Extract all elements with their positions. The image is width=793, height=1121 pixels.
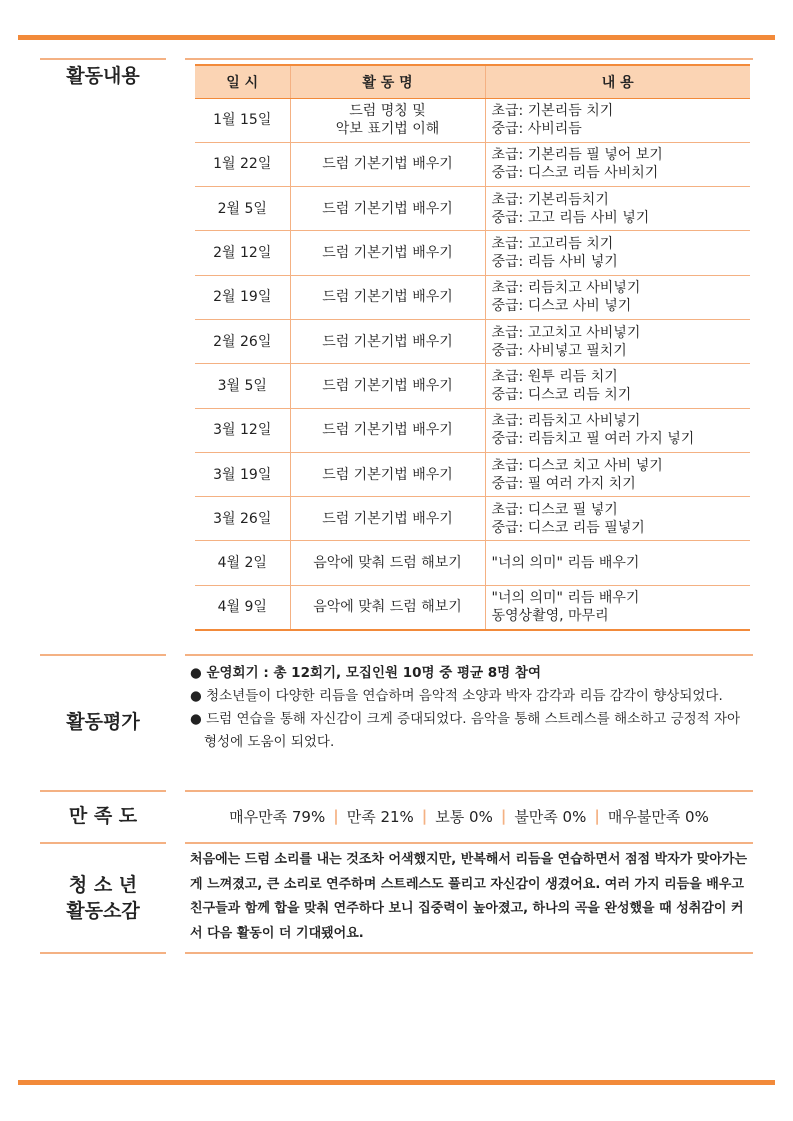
satisfaction-satisfied: 만족 21% — [346, 807, 414, 826]
content-line: 중급: 디스코 리듬 치기 — [491, 386, 632, 403]
cell-name: 드럼 기본기법 배우기 — [290, 319, 485, 363]
divider — [185, 58, 753, 60]
table-row — [195, 497, 750, 541]
content-line: "너의 의미" 리듬 배우기 — [491, 555, 640, 572]
cell-name: 드럼 기본기법 배우기 — [290, 275, 485, 319]
evaluation-list — [190, 662, 745, 754]
cell-content — [485, 364, 750, 408]
content-line: 중급: 필 여러 가지 치기 — [491, 475, 636, 492]
table-row — [195, 408, 750, 452]
content-line: 초급: 기본리듬 필 넣어 보기 — [491, 147, 663, 164]
cell-date: 1월 22일 — [195, 142, 290, 186]
divider — [40, 952, 166, 954]
header-name: 활 동 명 — [290, 65, 485, 98]
cell-date: 3월 26일 — [195, 497, 290, 541]
content-line: 중급: 리듬치고 필 여러 가지 넣기 — [491, 431, 695, 448]
cell-date: 2월 12일 — [195, 231, 290, 275]
cell-date: 3월 5일 — [195, 364, 290, 408]
cell-name: 드럼 기본기법 배우기 — [290, 408, 485, 452]
cell-content — [485, 319, 750, 363]
cell-name: 드럼 기본기법 배우기 — [290, 187, 485, 231]
content-line: 초급: 기본리듬 치기 — [491, 103, 614, 120]
cell-content — [485, 408, 750, 452]
content-line: 중급: 사비넣고 필치기 — [491, 342, 627, 359]
cell-name: 드럼 기본기법 배우기 — [290, 452, 485, 496]
header-content: 내 용 — [485, 65, 750, 98]
satisfaction-row: 매우만족 79% | 만족 21% | 보통 0% | 불만족 0% | 매우불만족 0% — [229, 807, 709, 826]
content-line: 중급: 고고 리듬 사비 넣기 — [491, 209, 650, 226]
cell-name: 음악에 맞춰 드럼 해보기 — [290, 541, 485, 585]
table-row — [195, 585, 750, 629]
cell-content — [485, 585, 750, 629]
table-row — [195, 187, 750, 231]
cell-date: 2월 5일 — [195, 187, 290, 231]
divider — [185, 654, 753, 656]
cell-name: 드럼 기본기법 배우기 — [290, 364, 485, 408]
cell-date: 3월 19일 — [195, 452, 290, 496]
content-line: 동영상촬영, 마무리 — [491, 608, 609, 625]
cell-content — [485, 231, 750, 275]
content-line: 초급: 고고치고 사비넣기 — [491, 324, 641, 341]
cell-content — [485, 452, 750, 496]
section-label-evaluation: 활동평가 — [40, 654, 166, 790]
content-line: 초급: 디스코 치고 사비 넣기 — [491, 457, 663, 474]
content-line: 중급: 디스코 사비 넣기 — [491, 298, 632, 315]
section-label-activity: 활동내용 — [40, 58, 166, 92]
satisfaction-dissatisfied: 불만족 0% — [514, 807, 587, 826]
section-label-satisfaction: 만 족 도 — [40, 790, 166, 842]
content-line: 중급: 사비리듬 — [491, 121, 582, 138]
table-row — [195, 142, 750, 186]
cell-name: 드럼 기본기법 배우기 — [290, 497, 485, 541]
content-line: 중급: 리듬 사비 넣기 — [491, 254, 618, 271]
table-row — [195, 98, 750, 142]
cell-content — [485, 98, 750, 142]
top-bar — [18, 35, 775, 40]
content-line: 초급: 리듬치고 사비넣기 — [491, 413, 641, 430]
section-label-impression — [40, 842, 166, 953]
content-line: 초급: 디스코 필 넣기 — [491, 501, 618, 518]
satisfaction-very-satisfied: 매우만족 79% — [229, 807, 326, 826]
content-line: 중급: 디스코 리듬 사비치기 — [491, 165, 659, 182]
content-line: "너의 의미" 리듬 배우기 — [491, 590, 640, 607]
cell-content — [485, 541, 750, 585]
content-line: 초급: 고고리듬 치기 — [491, 236, 614, 253]
cell-date: 4월 9일 — [195, 585, 290, 629]
table-row — [195, 275, 750, 319]
table-row — [195, 231, 750, 275]
content-line: 초급: 원투 리듬 치기 — [491, 368, 618, 385]
cell-content — [485, 497, 750, 541]
cell-content — [485, 187, 750, 231]
header-date: 일 시 — [195, 65, 290, 98]
cell-name: 드럼 기본기법 배우기 — [290, 142, 485, 186]
cell-content — [485, 142, 750, 186]
bottom-bar — [18, 1080, 775, 1085]
content-line: 초급: 리듬치고 사비넣기 — [491, 280, 641, 297]
cell-date: 3월 12일 — [195, 408, 290, 452]
table-row — [195, 364, 750, 408]
evaluation-item: ● 드럼 연습을 통해 자신감이 크게 증대되었다. 음악을 통해 스트레스를 해소하고 긍정적 자아 형성에 도움이 되었다. — [190, 711, 741, 750]
cell-content — [485, 275, 750, 319]
cell-date: 2월 26일 — [195, 319, 290, 363]
satisfaction-neutral: 보통 0% — [435, 807, 493, 826]
evaluation-item: ● 청소년들이 다양한 리듬을 연습하며 음악적 소양과 박자 감각과 리듬 감각이 향상되었다. — [190, 688, 723, 704]
content-line: 초급: 기본리듬치기 — [491, 191, 609, 208]
cell-date: 4월 2일 — [195, 541, 290, 585]
label-line: 청 소 년 — [68, 873, 138, 896]
table-row — [195, 541, 750, 585]
divider — [185, 952, 753, 954]
impression-text: 처음에는 드럼 소리를 내는 것조차 어색했지만, 반복해서 리듬을 연습하면서 점점 박자가 맞아가는 게 느껴졌고, 큰 소리로 연주하며 스트레스도 풀리고 자신감이 생겼어요. 여러 가지 리듬을 배우고 친구들과 함께 합을 맞춰 연주하다 보니 집중력이 높아졌고, 하나의 곡을 완성했을 때 성취감이 커서 다음 활동이 더 기대됐어요. — [190, 852, 748, 941]
satisfaction-very-dissatisfied: 매우불만족 0% — [607, 807, 709, 826]
divider — [185, 842, 753, 844]
cell-name: 음악에 맞춰 드럼 해보기 — [290, 585, 485, 629]
activity-table — [195, 64, 750, 631]
table-row — [195, 452, 750, 496]
cell-name: 드럼 기본기법 배우기 — [290, 231, 485, 275]
cell-name: 드럼 명칭 및 악보 표기법 이해 — [290, 98, 485, 142]
table-row — [195, 319, 750, 363]
cell-date: 2월 19일 — [195, 275, 290, 319]
content-line: 중급: 디스코 리듬 필넣기 — [491, 519, 645, 536]
evaluation-item: ● 운영회기 : 총 12회기, 모집인원 10명 중 평균 8명 참여 — [190, 665, 542, 681]
cell-date: 1월 15일 — [195, 98, 290, 142]
label-line: 활동소감 — [66, 899, 140, 922]
